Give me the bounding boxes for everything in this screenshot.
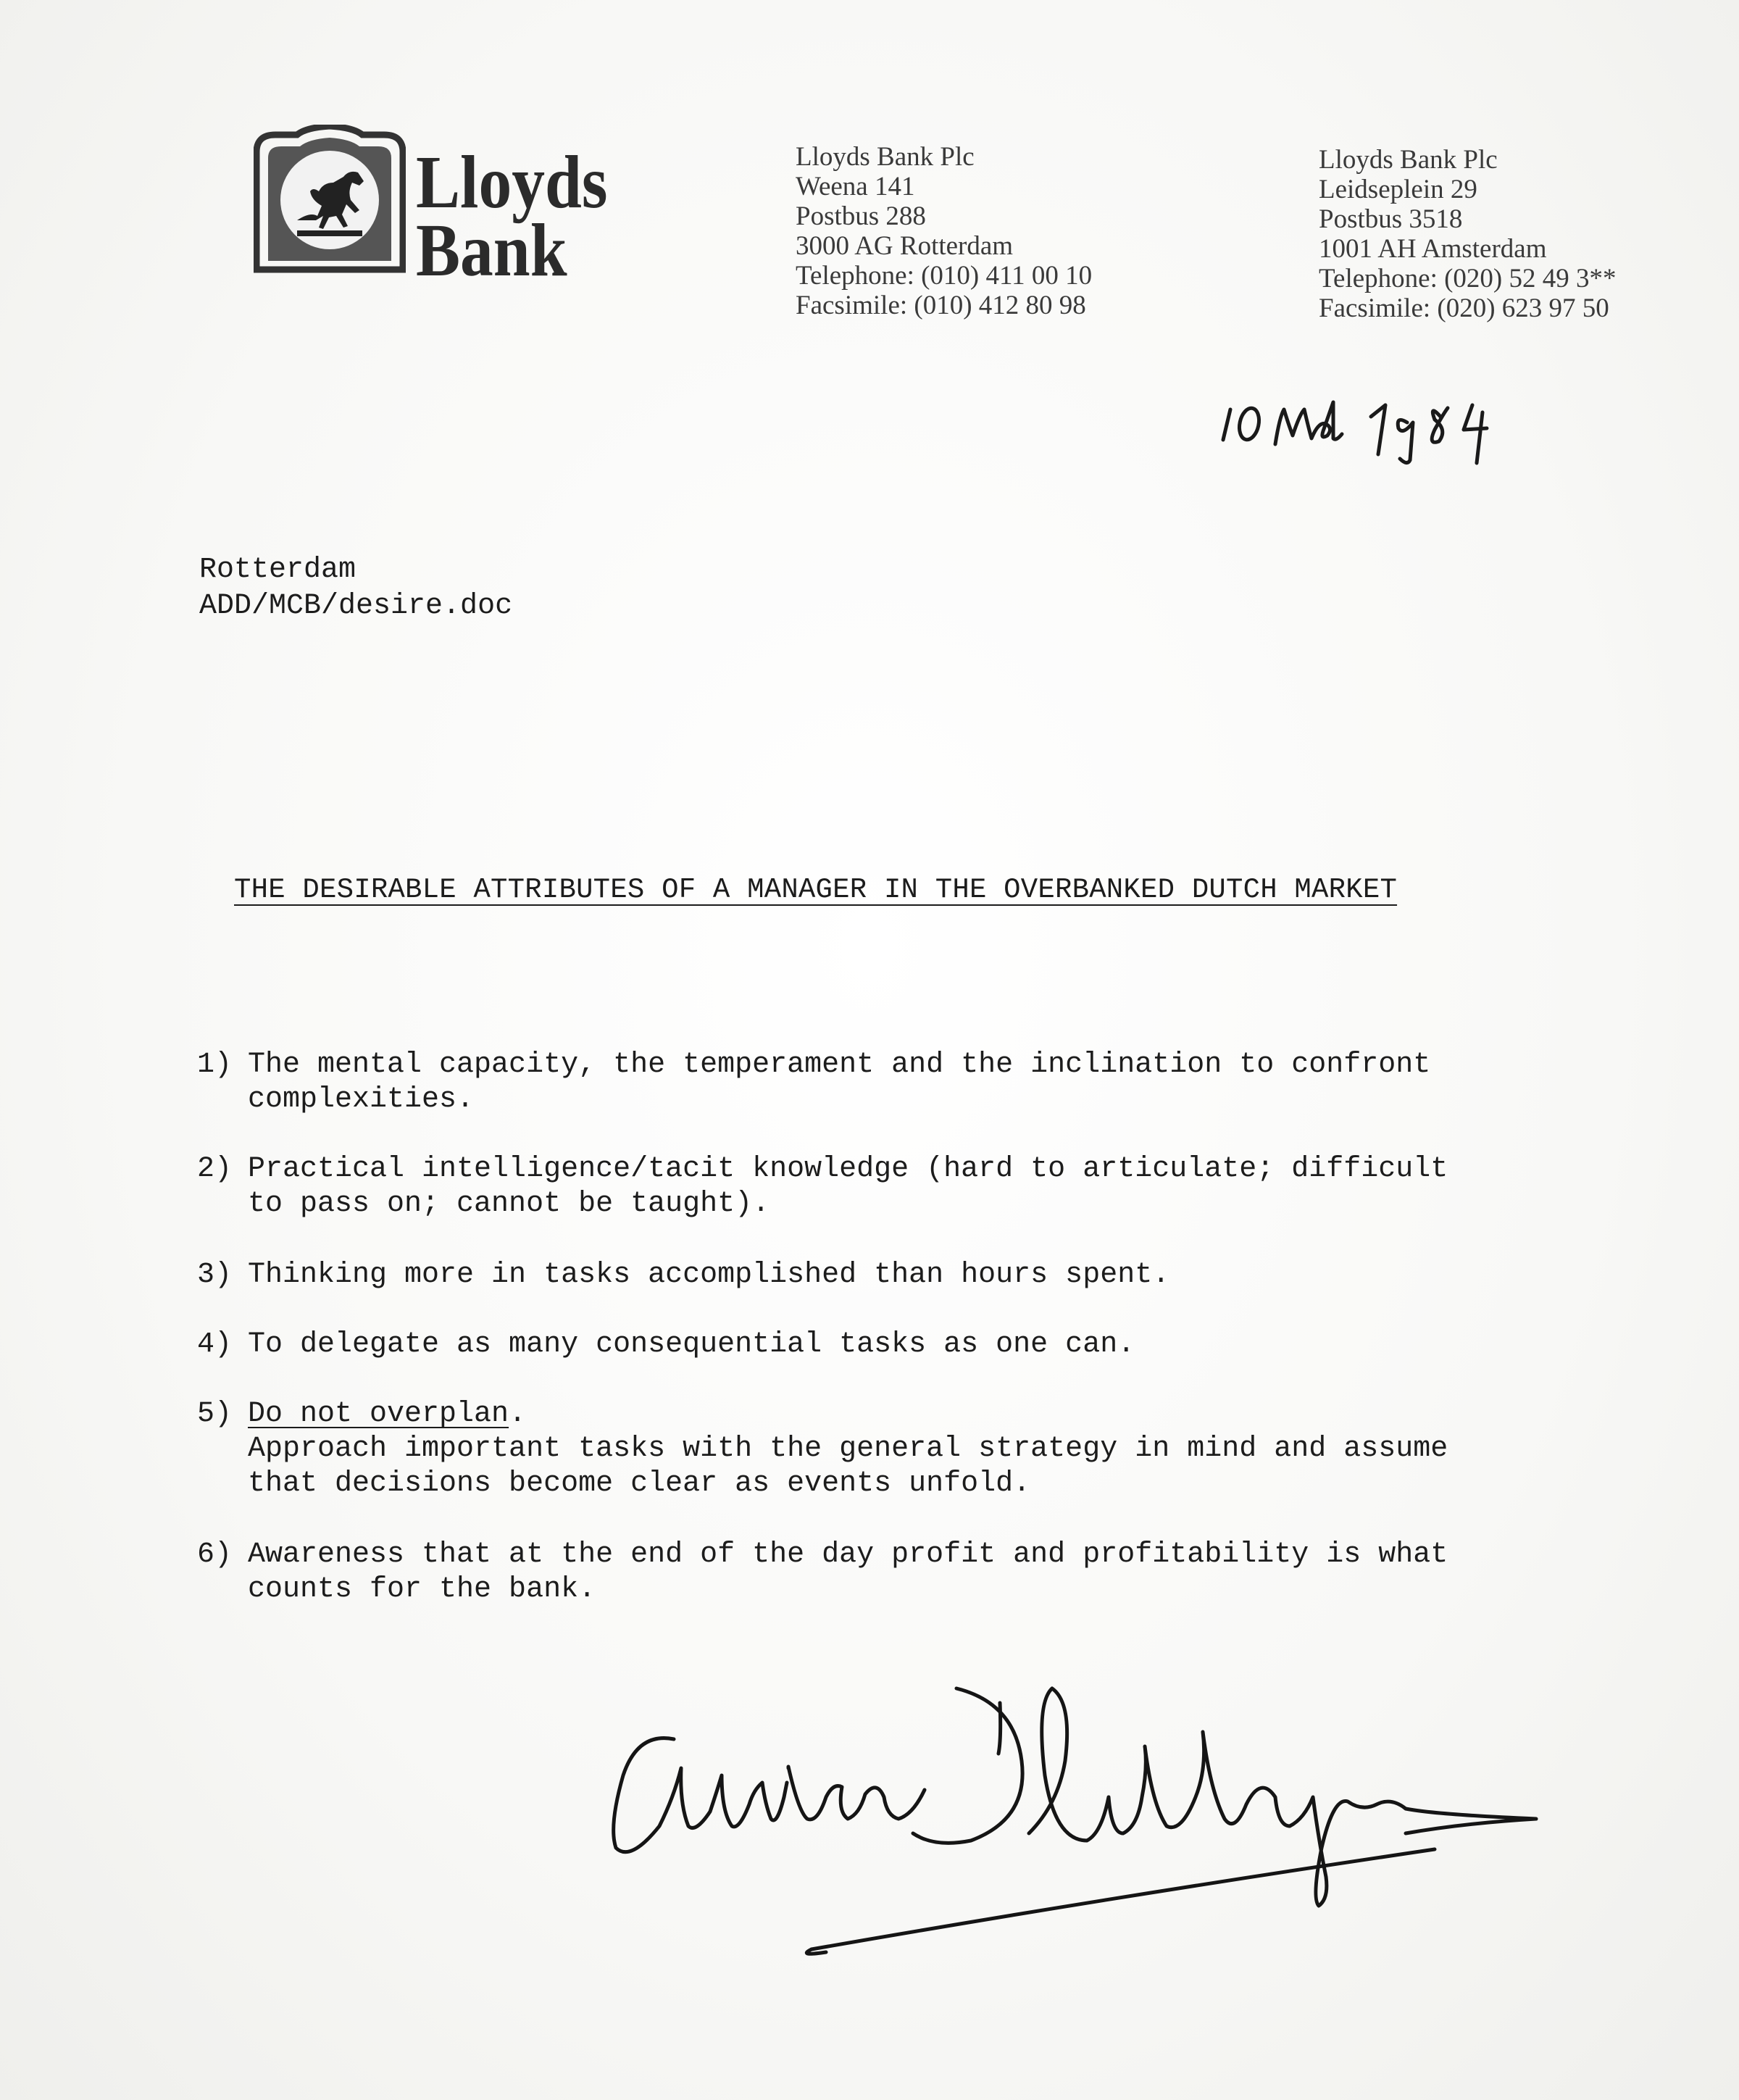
item-line: Awareness that at the end of the day profit and profitability is what xyxy=(248,1538,1448,1571)
facsimile: Facsimile: (010) 412 80 98 xyxy=(796,291,1086,320)
item-emphasis: Do not overplan xyxy=(248,1398,509,1430)
logo-word-bank: Bank xyxy=(416,209,567,292)
facsimile: Facsimile: (020) 623 97 50 xyxy=(1319,293,1609,323)
rotterdam-address xyxy=(796,142,1092,320)
item-line: counts for the bank. xyxy=(248,1573,596,1606)
address-line: Lloyds Bank Plc xyxy=(796,142,975,172)
logo-word-lloyds: Lloyds xyxy=(416,141,608,224)
reference-block xyxy=(199,552,512,625)
item-number: 2) xyxy=(197,1153,233,1186)
handwritten-date xyxy=(1217,388,1522,467)
telephone: Telephone: (010) 411 00 10 xyxy=(796,261,1093,291)
address-line: Weena 141 xyxy=(796,172,915,201)
address-line: 1001 AH Amsterdam xyxy=(1319,234,1547,264)
item-line: The mental capacity, the temperament and the inclination to confront xyxy=(248,1049,1431,1081)
item-number: 1) xyxy=(197,1049,233,1081)
item-line: To delegate as many consequential tasks as one can. xyxy=(248,1328,1135,1361)
address-line: Lloyds Bank Plc xyxy=(1319,145,1498,175)
item-number: 4) xyxy=(197,1328,233,1361)
document-reference: ADD/MCB/desire.doc xyxy=(199,590,513,622)
address-line: Postbus 288 xyxy=(796,201,926,231)
item-emphasis-line xyxy=(248,1397,1448,1432)
item-line: Approach important tasks with the general strategy in mind and assume xyxy=(248,1433,1448,1465)
signature xyxy=(594,1659,1558,1978)
item-line: Practical intelligence/tacit knowledge (hard to articulate; difficult xyxy=(248,1153,1448,1186)
item-line: complexities. xyxy=(248,1083,475,1116)
document-title: THE DESIRABLE ATTRIBUTES OF A MANAGER IN THE OVERBANKED DUTCH MARKET xyxy=(234,874,1398,906)
item-number: 5) xyxy=(197,1398,233,1430)
item-number: 6) xyxy=(197,1538,233,1571)
item-line: Thinking more in tasks accomplished than hours spent. xyxy=(248,1259,1170,1291)
amsterdam-address xyxy=(1319,145,1617,323)
item-line: to pass on; cannot be taught). xyxy=(248,1188,770,1220)
telephone: Telephone: (020) 52 49 3** xyxy=(1319,264,1617,293)
black-horse-icon xyxy=(254,125,406,273)
address-line: Postbus 3518 xyxy=(1319,204,1463,234)
item-number: 3) xyxy=(197,1259,233,1291)
place: Rotterdam xyxy=(199,554,356,586)
address-line: 3000 AG Rotterdam xyxy=(796,231,1014,261)
item-line: that decisions become clear as events unfold. xyxy=(248,1467,1031,1500)
address-line: Leidseplein 29 xyxy=(1319,175,1477,204)
item-emphasis-tail: . xyxy=(509,1398,527,1430)
